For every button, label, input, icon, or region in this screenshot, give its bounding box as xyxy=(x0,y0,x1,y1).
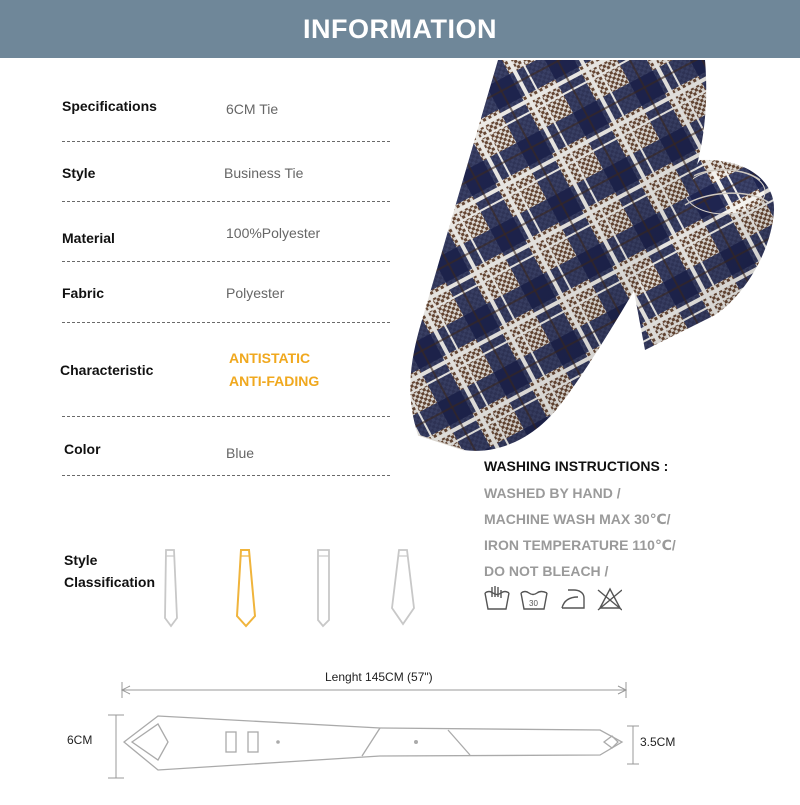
tie-style-skinny xyxy=(160,548,182,633)
spec-value-style: Business Tie xyxy=(224,165,304,181)
washing-icons xyxy=(482,584,622,619)
washing-title: WASHING INSTRUCTIONS : xyxy=(484,458,669,474)
narrow-width-label: 3.5CM xyxy=(640,735,676,749)
tie-product-photo xyxy=(400,60,780,465)
spec-label-specifications: Specifications xyxy=(62,98,157,114)
spec-value-specifications: 6CM Tie xyxy=(226,101,279,117)
style-label-line2: Classification xyxy=(64,574,156,590)
spec-label-material: Material xyxy=(62,230,115,246)
tie-style-slim-selected xyxy=(233,548,259,633)
divider xyxy=(62,475,390,476)
washing-line: WASHED BY HAND / xyxy=(484,485,621,501)
spec-value-antistatic: ANTISTATIC xyxy=(229,350,311,366)
tie-style-classic xyxy=(390,548,416,633)
spec-value-color: Blue xyxy=(226,445,255,461)
length-label: Lenght 145CM (57") xyxy=(325,670,433,684)
washing-line: DO NOT BLEACH / xyxy=(484,563,609,579)
tie-length-diagram xyxy=(0,660,800,805)
spec-label-color: Color xyxy=(64,441,101,457)
style-label-line1: Style xyxy=(64,552,98,568)
divider xyxy=(62,141,390,142)
washing-line: IRON TEMPERATURE 110℃/ xyxy=(484,537,676,553)
divider xyxy=(62,261,390,262)
spec-label-fabric: Fabric xyxy=(62,285,105,301)
washing-line: MACHINE WASH MAX 30℃/ xyxy=(484,511,671,527)
hand-wash-icon xyxy=(485,586,509,609)
page-title: INFORMATION xyxy=(303,13,497,44)
wash-temp-label: 30 xyxy=(529,599,538,608)
style-classification-label xyxy=(64,549,155,593)
spec-label-style: Style xyxy=(62,165,96,181)
do-not-bleach-icon xyxy=(598,589,622,610)
iron-icon xyxy=(562,590,584,608)
divider xyxy=(62,322,390,323)
divider xyxy=(62,201,390,202)
spec-label-characteristic: Characteristic xyxy=(60,362,154,378)
machine-wash-30-icon xyxy=(521,592,547,610)
tie-style-straight xyxy=(313,548,335,633)
wide-width-label: 6CM xyxy=(67,733,93,747)
spec-value-anti-fading: ANTI-FADING xyxy=(229,373,320,389)
header-banner xyxy=(0,0,800,58)
spec-value-fabric: Polyester xyxy=(226,285,285,301)
spec-value-material: 100%Polyester xyxy=(226,225,321,241)
divider xyxy=(62,416,390,417)
